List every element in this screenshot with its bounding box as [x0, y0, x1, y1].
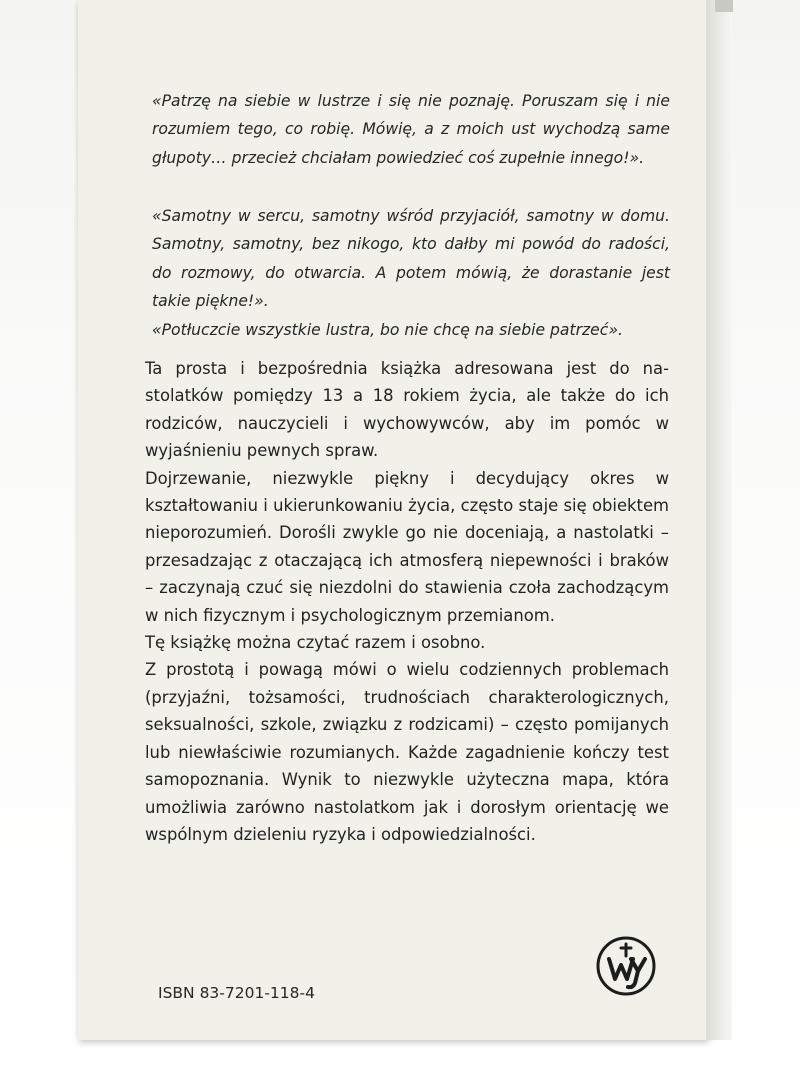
blurb-paragraph-audience: Ta prosta i bezpośrednia książka adresowana jest do nastolatków pomiędzy 13 a 18 rokiem życia, ale także do ich rodziców, nauczycieli i wychowywców, aby im pomóc w wyjaśnieniu pewnych spraw.: [145, 359, 669, 461]
publisher-logo-icon: [595, 935, 657, 997]
book-page-edge: [706, 0, 732, 1040]
quote-second: «Samotny w sercu, samotny wśród przyjaciół, samotny w domu. Samotny, samotny, bez nikogo, kto dałby mi powód do radości, do rozmowy, do otwarcia. A potem mówią, że dorastanie jest takie piękne!».: [152, 207, 670, 310]
blurb-paragraph-adolescence: Dojrzewanie, niezwykle piękny i decydujący okres w kształtowaniu i ukierunkowaniu życia, często staje się obiektem nieporozumień. Dorośli zwykle go nie doceniają, a nastolatki – przesadzając z otaczającą ich atmosferą niepewności i braków – zaczynają czuć się niezdolni do stawienia czoła zachodzącym w nich fizycznym i psychologicznym przemianom.: [145, 468, 669, 625]
blurb-body: [145, 355, 669, 848]
blurb-paragraph-reading: Tę książkę można czytać razem i osobno.: [145, 633, 486, 653]
book-top-edge-shadow: [715, 0, 733, 12]
quote-first: «Patrzę na siebie w lustrze i się nie poznaję. Poruszam się i nie rozumiem tego, co robię. Mówię, a z moich ust wychodzą same głupoty… przecież chciałam powiedzieć coś zupełnie innego!».: [152, 92, 670, 167]
blurb-paragraph-topics: Z prostotą i powagą mówi o wielu codziennych problemach (przyjaźni, tożsamości, trudnościach charakterologicznych, seksualności, szkole, związku z rodzicami) – często pomijanych lub niewłaściwie rozumianych. Każde zagadnienie kończy test samopoznania. Wynik to niezwykle użyteczna mapa, która umożliwia zarówno nastolatkom jak i dorosłym orientację we wspólnym dzieleniu ryzyka i odpowiedzialności.: [145, 660, 669, 844]
quote-third: «Potłuczcie wszystkie lustra, bo nie chcę na siebie patrzeć».: [152, 321, 623, 339]
isbn-label: ISBN 83-7201-118-4: [158, 984, 315, 1002]
